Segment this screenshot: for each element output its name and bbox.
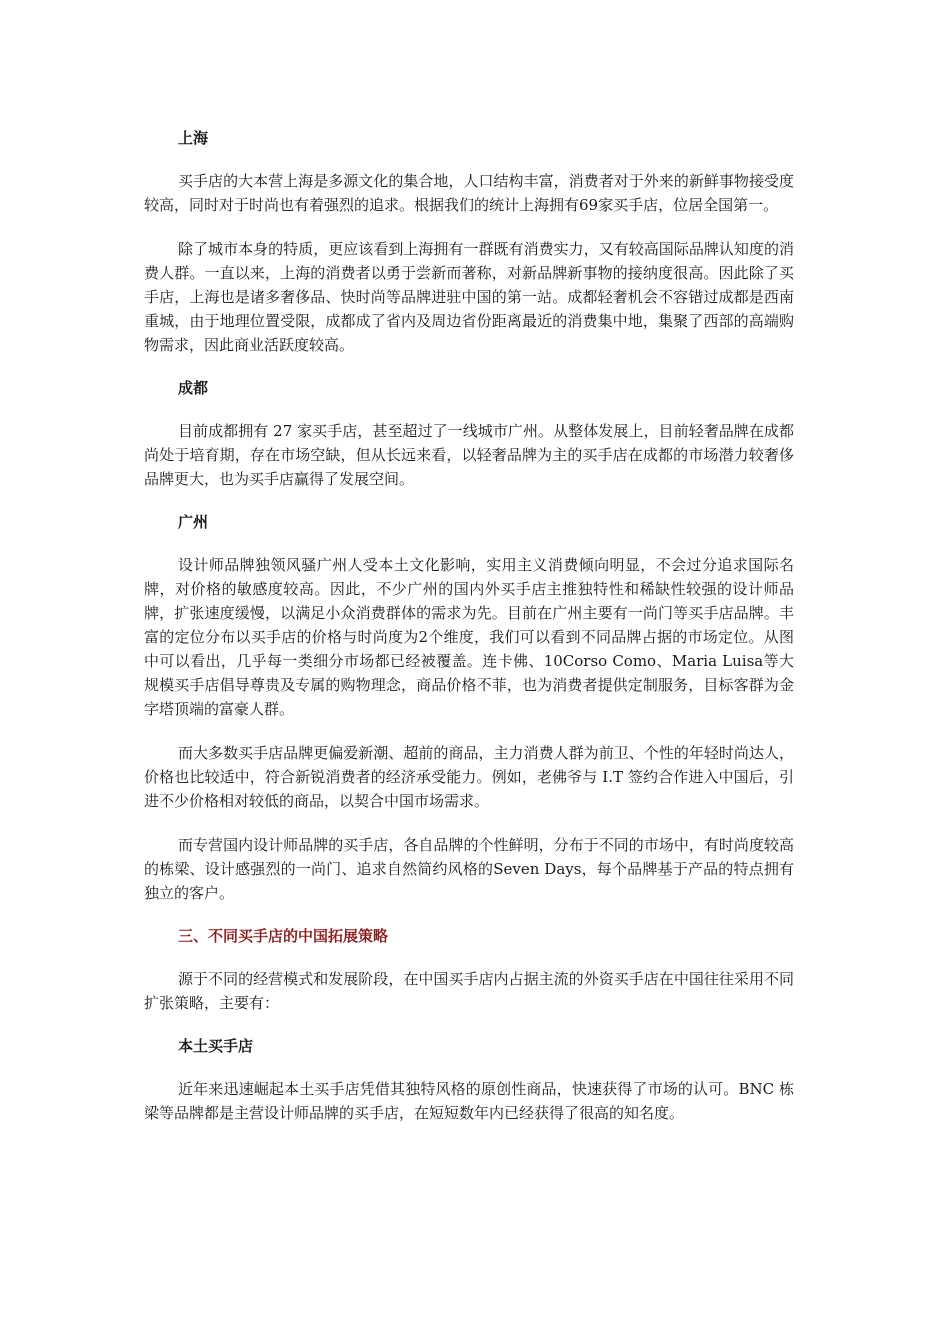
paragraph: 而专营国内设计师品牌的买手店，各自品牌的个性鲜明，分布于不同的市场中，有时尚度较高的栋梁、设计感强烈的一尚门、追求自然简约风格的Seven Days，每个品牌基于产品的特点拥有独立的客户。: [144, 836, 794, 902]
document-body: [144, 127, 794, 1145]
paragraph: 而大多数买手店品牌更偏爱新潮、超前的商品，主力消费人群为前卫、个性的年轻时尚达人，价格也比较适中，符合新锐消费者的经济承受能力。例如，老佛爷与 I.T 签约合作进入中国后，引进不少价格相对较低的商品，以契合中国市场需求。: [144, 744, 794, 810]
paragraph: 设计师品牌独领风骚广州人受本土文化影响，实用主义消费倾向明显，不会过分追求国际名牌，对价格的敏感度较高。因此，不少广州的国内外买手店主推独特性和稀缺性较强的设计师品牌，扩张速度缓慢，以满足小众消费群体的需求为先。目前在广州主要有一尚门等买手店品牌。丰富的定位分布以买手店的价格与时尚度为2个维度，我们可以看到不同品牌占据的市场定位。从图中可以看出，几乎每一类细分市场都已经被覆盖。连卡佛、10Corso Como、Maria Luisa等大规模买手店倡导尊贵及专属的购物理念，商品价格不菲，也为消费者提供定制服务，目标客群为金字塔顶端的富豪人群。: [144, 556, 794, 718]
section-heading-shanghai: 上海: [178, 129, 209, 147]
paragraph: 源于不同的经营模式和发展阶段，在中国买手店内占据主流的外资买手店在中国往往采用不同扩张策略，主要有：: [144, 970, 794, 1012]
section-heading-chengdu: 成都: [178, 379, 209, 397]
section-heading-guangzhou: 广州: [178, 513, 209, 531]
paragraph: 除了城市本身的特质，更应该看到上海拥有一群既有消费实力，又有较高国际品牌认知度的消费人群。一直以来，上海的消费者以勇于尝新而著称，对新品牌新事物的接纳度很高。因此除了买手店，上海也是诸多奢侈品、快时尚等品牌进驻中国的第一站。成都轻奢机会不容错过成都是西南重城，由于地理位置受限，成都成了省内及周边省份距离最近的消费集中地，集聚了西部的高端购物需求，因此商业活跃度较高。: [144, 240, 794, 354]
paragraph: 目前成都拥有 27 家买手店，甚至超过了一线城市广州。从整体发展上，目前轻奢品牌在成都尚处于培育期，存在市场空缺，但从长远来看，以轻奢品牌为主的买手店在成都的市场潜力较奢侈品牌更大，也为买手店赢得了发展空间。: [144, 422, 794, 488]
paragraph: 近年来迅速崛起本土买手店凭借其独特风格的原创性商品，快速获得了市场的认可。BNC 栋梁等品牌都是主营设计师品牌的买手店，在短短数年内已经获得了很高的知名度。: [144, 1080, 794, 1122]
paragraph: 买手店的大本营上海是多源文化的集合地，人口结构丰富，消费者对于外来的新鲜事物接受度较高，同时对于时尚也有着强烈的追求。根据我们的统计上海拥有69家买手店，位居全国第一。: [144, 172, 794, 214]
section-heading-local-buyer-stores: 本土买手店: [178, 1037, 254, 1055]
section-heading-expansion-strategy: 三、不同买手店的中国拓展策略: [178, 927, 389, 945]
